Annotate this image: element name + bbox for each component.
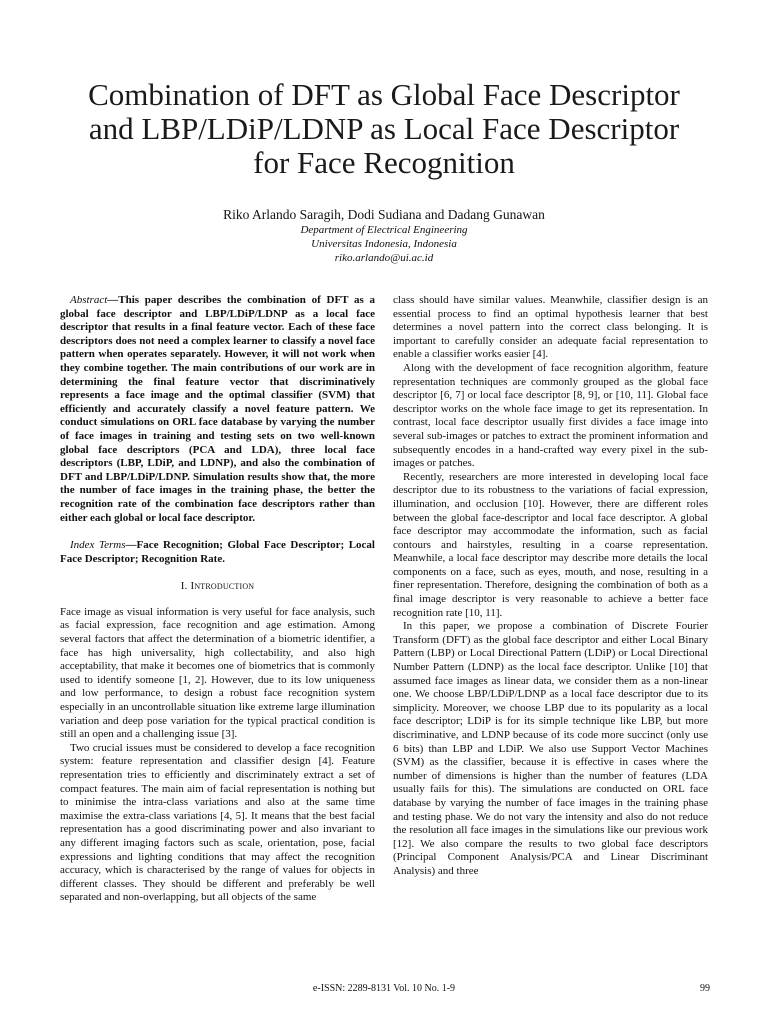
left-column [60, 294, 375, 905]
intro-paragraph-1: Face image as visual information is very useful for face analysis, such as facial expression, face recognition and age estimation. Among several factors that affect the determination of a biometric identifier, a face has high universality, high collectability, and also high acceptability, that make it becomes one of biometrics that is commonly used to identify someone [1, 2]. However, due to its low uniqueness and low performance, to design a robust face recognition system especially in an uncontrollable situation like extreme large illumination variation and deep pose variation for the typical practical condition is still an open and a challenging issue [3]. [60, 605, 375, 741]
university: Universitas Indonesia, Indonesia [311, 238, 457, 250]
title-line-3: for Face Recognition [253, 145, 515, 180]
author-list: Riko Arlando Saragih, Dodi Sudiana and Dadang Gunawan [223, 207, 545, 222]
affiliation [0, 223, 768, 265]
intro-paragraph-5: Recently, researchers are more interested in developing local face descriptor due to its robustness to the variations of facial expression, illumination, and occlusion [10]. However, there are different roles between the global face-descriptor and local face descriptor. A global face descriptor may accommodate the information, such as facial contours and hairstyles, resulting in a coarse representation. Meanwhile, a local face descriptor may describe more details the local components on a face, such as eyes, mouth, and nose, resulting in a finer representation. Therefore, designing the combination of both as a final image descriptor is very reasonable to achieve a better face recognition rate [10, 11]. [393, 470, 708, 619]
paper-title [40, 78, 728, 180]
index-terms-label: Index Terms [70, 539, 126, 552]
title-line-1: Combination of DFT as Global Face Descriptor [88, 77, 680, 112]
department: Department of Electrical Engineering [300, 224, 468, 236]
author-email[interactable]: riko.arlando@ui.ac.id [334, 252, 434, 264]
abstract-label: Abstract [70, 294, 108, 306]
page-number: 99 [700, 983, 710, 994]
abstract [60, 294, 375, 525]
index-terms-text: —Face Recognition; Global Face Descriptor; Local Face Descriptor; Recognition Rate. [60, 539, 375, 565]
intro-paragraph-2: Two crucial issues must be considered to develop a face recognition system: feature representation and classifier design [4]. Feature representation tries to efficiently and discriminately extract a set of compact features. The main aim of facial representation is nothing but to minimise the intra-class variations and also at the same time maximise the extra-class variations [4, 5]. It means that the best facial representation has a good discriminating power and also invariant to any different imaging factors such as scale, orientation, pose, facial expressions and lighting conditions that may affect the recognition accuracy, which is characterised by the range of values for objects in different classes. They should be different and preferably be well separated and non-overlapping, but all objects of the same [60, 741, 375, 904]
title-line-2: and LBP/LDiP/LDNP as Local Face Descriptor [88, 111, 680, 146]
intro-paragraph-6: In this paper, we propose a combination of Discrete Fourier Transform (DFT) as the global face descriptor and either Local Binary Pattern (LBP) or Local Directional Pattern (LDiP) or Local Directional Number Pattern (LDNP) as the local face descriptor. Unlike [10] that assumed face images as linear data, we consider them as a non-linear one. We choose LBP/LDiP/LDNP as a local face descriptor due to its simplicity. Moreover, we choose LBP due to its popularity as a local face descriptor; LDiP is for its simple technique like LBP, but more discriminative, and LDNP because of its code more succinct (only use 6 bits) than LBP and LDiP. We also use Support Vector Machines (SVM) as the classifier, because it is effective in cases where the number of dimensions is higher than the number of features (LDA usually fails for this). The simulations are conducted on ORL face database by varying the number of face images in the training phase and testing phase. We do not vary the intensity and also do not reduce the resolution all face images in the simulations like our previous work [12]. We also compare the results to two global face descriptors (Principal Component Analysis/PCA and Linear Discriminant Analysis) and three [393, 620, 708, 877]
intro-paragraph-3: class should have similar values. Meanwhile, classifier design is an essential process to find an optimal hypothesis learner that best determines a novel pattern into the correct class belonging. It is important to carefully consider an adequate facial representation to enable a classifier works easier [4]. [393, 294, 708, 361]
index-terms [60, 539, 375, 566]
intro-paragraph-4: Along with the development of face recognition algorithm, feature representation techniques are commonly grouped as the global face descriptor [6, 7] or local face descriptor [8, 9], or [10, 11]. Global face descriptor works on the whole face image to get its representation. In contrast, local face descriptor usually first divides a face image into several sub-images or patches to extract the prominent information and subsequently encodes in a hand-crafted way every pixel in the sub-images or patches. [393, 361, 708, 470]
abstract-text: —This paper describes the combination of DFT as a global face descriptor and LBP/LDiP/LDNP as a local face descriptor that results in a final feature vector. Each of these face descriptors does not need a complex learner to classify a novel face pattern when operates separately. However, it will not work when they combine together. The main contributions of our work are in determining the final feature vector that discriminatively represents a face image and the optimal classifier (SVM) that efficiently and accurately classify a novel feature pattern. We conduct simulations on ORL face database by varying the number of face images in training and testing sets on two well-known global face descriptors (PCA and LDA), three local face descriptors (LBP, LDiP, and LDNP), and also the combination of DFT and LBP/LDiP/LDNP. Simulation results show that, the more the number of face images in the training phase, the better the recognition rate of the combination face descriptors rather than either each global or local face descriptor. [60, 294, 375, 524]
journal-issn: e-ISSN: 2289-8131 Vol. 10 No. 1-9 [312, 983, 456, 994]
section-heading-introduction: I. Introduction [180, 580, 255, 593]
right-column [393, 294, 708, 879]
